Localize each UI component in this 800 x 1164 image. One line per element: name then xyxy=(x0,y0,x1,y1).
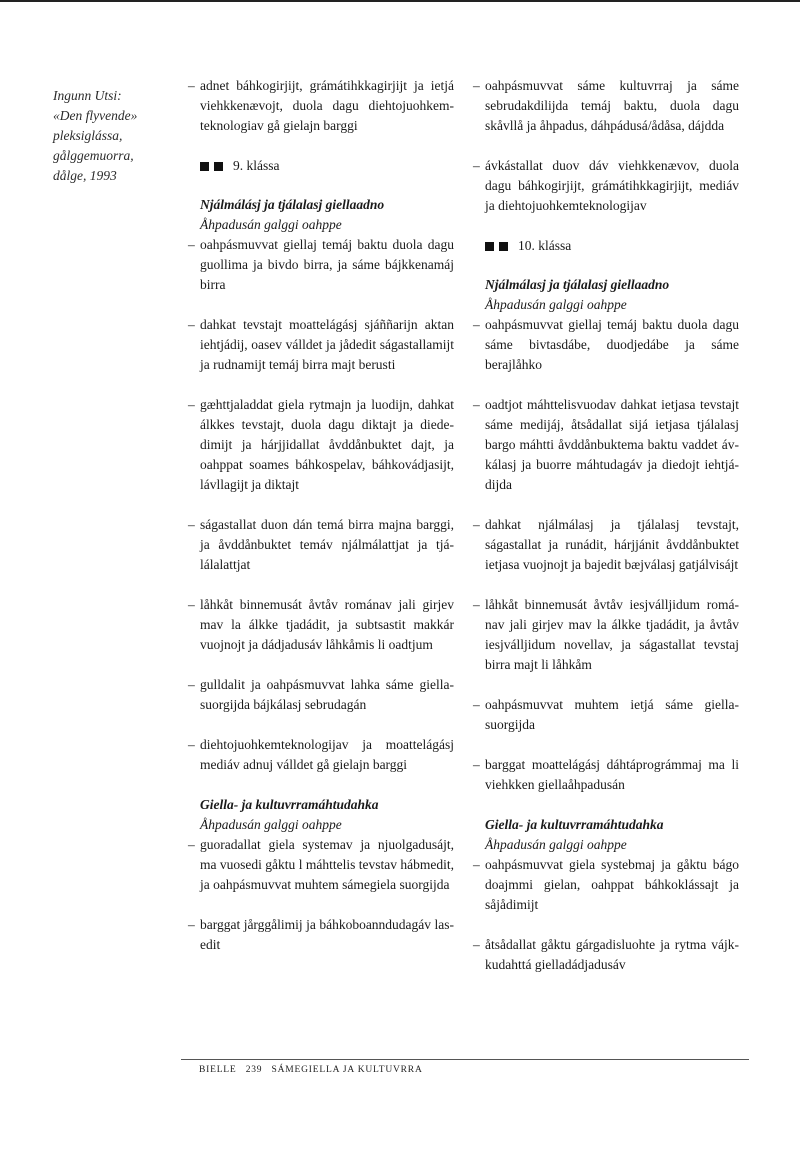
square-bullet-icon xyxy=(499,242,508,251)
section-title: Giella- ja kultuvrramáhtudahka xyxy=(485,817,664,832)
list-item: – oadtjot máhttelisvuodav dahkat ietjasa tevstajt sáme medijáj, åtsådallat sijá ietjasa tjálalasj bargo máhtti åvddånbuktema baktu vaddet ávkálasj ja buorre máhtudagáv ja diedojt iehtjádijda xyxy=(473,397,739,492)
list-item: – ságastallat duon dán temá birra majna barggi, ja åvddånbuktet temáv njálmálattjat ja tjálálalattjat xyxy=(188,517,454,572)
caption-line: dålge, 1993 xyxy=(53,168,117,183)
class-label: 10. klássa xyxy=(518,238,572,253)
list-item: – oahpásmuvvat giela systebmaj ja gåktu bágo doajmmi gielan, oahppat báhkoklássajt ja såjådimijt xyxy=(473,857,739,912)
list-item: – oahpásmuvvat muhtem ietjá sáme giellasuorgijda xyxy=(473,697,739,732)
list-item: – guoradallat giela systemav ja njuolgadusájt, ma vuosedi gåktu l máhttelis tevstav hábmedit, ja oahpásmuvvat muhtem sámegiela suorgijda xyxy=(188,837,454,892)
section-subtitle: Åhpadusán galggi oahppe xyxy=(200,817,342,832)
class-heading xyxy=(188,156,454,176)
list-item: – diehtojuohkemteknologijav ja moattelágásj mediáv adnuj válldet gå gielajn barggi xyxy=(188,737,454,772)
class-heading xyxy=(473,236,739,256)
caption-line: gålggemuorra, xyxy=(53,148,134,163)
list-item: – barggat moattelágásj dáhtáprográmmaj ma li viehkken giellaåhpadusán xyxy=(473,757,739,792)
caption-line: pleksiglássa, xyxy=(53,128,123,143)
page-footer xyxy=(199,1065,429,1075)
list-item: – oahpásmuvvat giellaj temáj baktu duola dagu guollima ja bivdo birra, ja sáme bájkkenamáj birra xyxy=(188,237,454,292)
list-item: – adnet báhkogirjijt, grámátihkkagirjijt ja ietjá viehkkenævojt, duola dagu diehtojuohkemteknologiav gå gielajn barggi xyxy=(188,78,454,133)
section-title: Njálmálasj ja tjálalasj giellaadno xyxy=(485,277,670,292)
square-bullet-icon xyxy=(200,162,209,171)
right-column xyxy=(473,76,739,995)
section-title: Njálmálásj ja tjálalasj giellaadno xyxy=(200,197,385,212)
left-column xyxy=(188,76,454,975)
top-rule xyxy=(0,0,800,2)
list-item: – barggat jårggålimij ja báhkoboanndudagáv lasedit xyxy=(188,917,454,952)
section-title: Giella- ja kultuvrramáhtudahka xyxy=(200,797,379,812)
footer-rule xyxy=(181,1059,749,1060)
section-name: SÁMEGIELLA JA KULTUVRRA xyxy=(271,1065,423,1075)
list-item: – dahkat njálmálasj ja tjálalasj tevstajt, ságastallat ja runádit, hárjjánit åvddånbuktet ietjasa vuojnojt ja bajedit bæjválasj gatjálvisájt xyxy=(473,517,739,572)
caption-line: Ingunn Utsi: xyxy=(53,88,122,103)
section-subtitle: Åhpadusán galggi oahppe xyxy=(485,297,627,312)
list-item: – låhkåt binnemusát åvtåv iesjvállјidum románav jali girjev mav la álkke tjadádit, ja åvtåv iesjvállјidum novellav, ja ságastallat tevstaj birra majt li låhkåm xyxy=(473,597,739,672)
page-number: 239 xyxy=(245,1065,263,1075)
list-item: – gulldalit ja oahpásmuvvat lahka sáme giellasuorgijda bájkálasj sebrudagán xyxy=(188,677,454,712)
square-bullet-icon xyxy=(214,162,223,171)
list-item: – gæhttjaladdat giela rytmajn ja luodijn, dahkat álkkes tevstajt, duola dagu diktajt ja diededimijt ja hárjjidallat åvddånbuktet dajt, ja oahppat soames báhkospelav, báhkovádjasijt, lávllagijt ja diktajt xyxy=(188,397,454,492)
caption-line: «Den flyvende» xyxy=(53,108,138,123)
list-item: – dahkat tevstajt moattelágásj sjáññarijn aktan iehtjádij, oasev válldet ja jådedit ságastallamijt ja rudnamijt temáj birra majt berusti xyxy=(188,317,454,372)
section-subtitle: Åhpadusán galggi oahppe xyxy=(200,217,342,232)
list-item: – åtsådallat gåktu gárgadisluohte ja rytma vájkkudahttá gielladádjadusáv xyxy=(473,937,739,972)
square-bullet-icon xyxy=(485,242,494,251)
class-label: 9. klássa xyxy=(233,158,280,173)
list-item: – oahpásmuvvat sáme kultuvrraj ja sáme sebrudakdilijda temáj baktu, duola dagu skåvllå ja åhpadus, dáhpádusá/ådåsa, dájdda xyxy=(473,78,739,133)
journal-name: BIELLE xyxy=(199,1065,237,1075)
image-caption xyxy=(53,86,173,186)
list-item: – oahpásmuvvat giellaj temáj baktu duola dagu sáme bivtasdábe, duodjedábe ja sáme berajlåhko xyxy=(473,317,739,372)
list-item: – låhkåt binnemusát åvtåv románav jali girjev mav la álkke tjadádit, ja subtsastit makkár vuojnojt ja dádjadusáv låhkåmis li oadtjum xyxy=(188,597,454,652)
list-item: – ávkástallat duov dáv viehkkenævov, duola dagu báhkogirjijt, grámátihkkagirjijt, mediáv ja diehtojuohkemteknologijav xyxy=(473,158,739,213)
section-subtitle: Åhpadusán galggi oahppe xyxy=(485,837,627,852)
